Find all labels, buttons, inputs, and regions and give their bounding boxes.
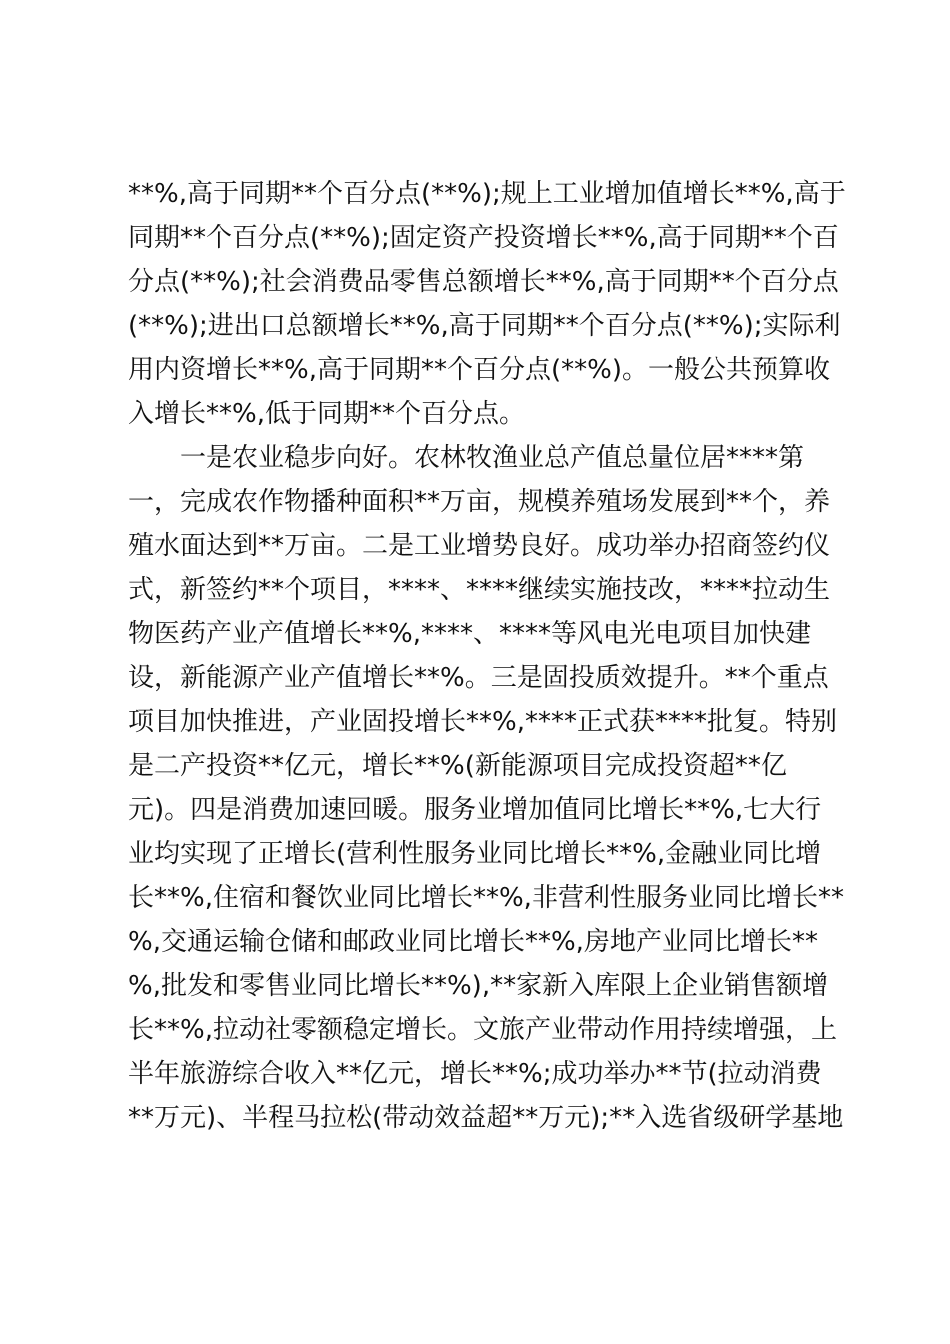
text-line: 殖水面达到**万亩。二是工业增势良好。成功举办招商签约仪 (128, 531, 831, 561)
text-line: (**%);进出口总额增长**%,高于同期**个百分点(**%);实际利 (128, 311, 841, 341)
text-line: 物医药产业产值增长**%,****、****等风电光电项目加快建 (128, 619, 811, 649)
text-line: 分点(**%);社会消费品零售总额增长**%,高于同期**个百分点 (128, 267, 839, 297)
text-line: **万元)、半程马拉松(带动效益超**万元);**入选省级研学基地 (128, 1103, 844, 1133)
text-line: 长**%,拉动社零额稳定增长。文旅产业带动作用持续增强，上 (128, 1015, 837, 1045)
text-line: 业均实现了正增长(营利性服务业同比增长**%,金融业同比增 (128, 839, 822, 869)
text-line: 元)。四是消费加速回暖。服务业增加值同比增长**%,七大行 (128, 795, 822, 825)
text-line: 长**%,住宿和餐饮业同比增长**%,非营利性服务业同比增长** (128, 883, 844, 913)
text-line: %,批发和零售业同比增长**%),**家新入库限上企业销售额增 (128, 971, 829, 1001)
text-line: %,交通运输仓储和邮政业同比增长**%,房地产业同比增长** (128, 927, 818, 957)
text-line: 同期**个百分点(**%);固定资产投资增长**%,高于同期**个百 (128, 223, 839, 253)
text-line: 半年旅游综合收入**亿元，增长**%;成功举办**节(拉动消费 (128, 1059, 822, 1089)
text-line: 用内资增长**%,高于同期**个百分点(**%)。一般公共预算收 (128, 355, 830, 385)
text-line: 式，新签约**个项目，****、****继续实施技改，****拉动生 (128, 575, 831, 605)
text-line: 一是农业稳步向好。农林牧渔业总产值总量位居****第 (128, 443, 805, 473)
text-line: 一，完成农作物播种面积**万亩，规模养殖场发展到**个，养 (128, 487, 831, 517)
text-line: 项目加快推进，产业固投增长**%,****正式获****批复。特别 (128, 707, 837, 737)
text-line: **%,高于同期**个百分点(**%);规上工业增加值增长**%,高于 (128, 179, 846, 209)
text-line: 入增长**%,低于同期**个百分点。 (128, 399, 525, 429)
text-line: 设，新能源产业产值增长**%。三是固投质效提升。**个重点 (128, 663, 829, 693)
body-text (128, 172, 846, 1140)
text-line: 是二产投资**亿元，增长**%(新能源项目完成投资超**亿 (128, 751, 787, 781)
